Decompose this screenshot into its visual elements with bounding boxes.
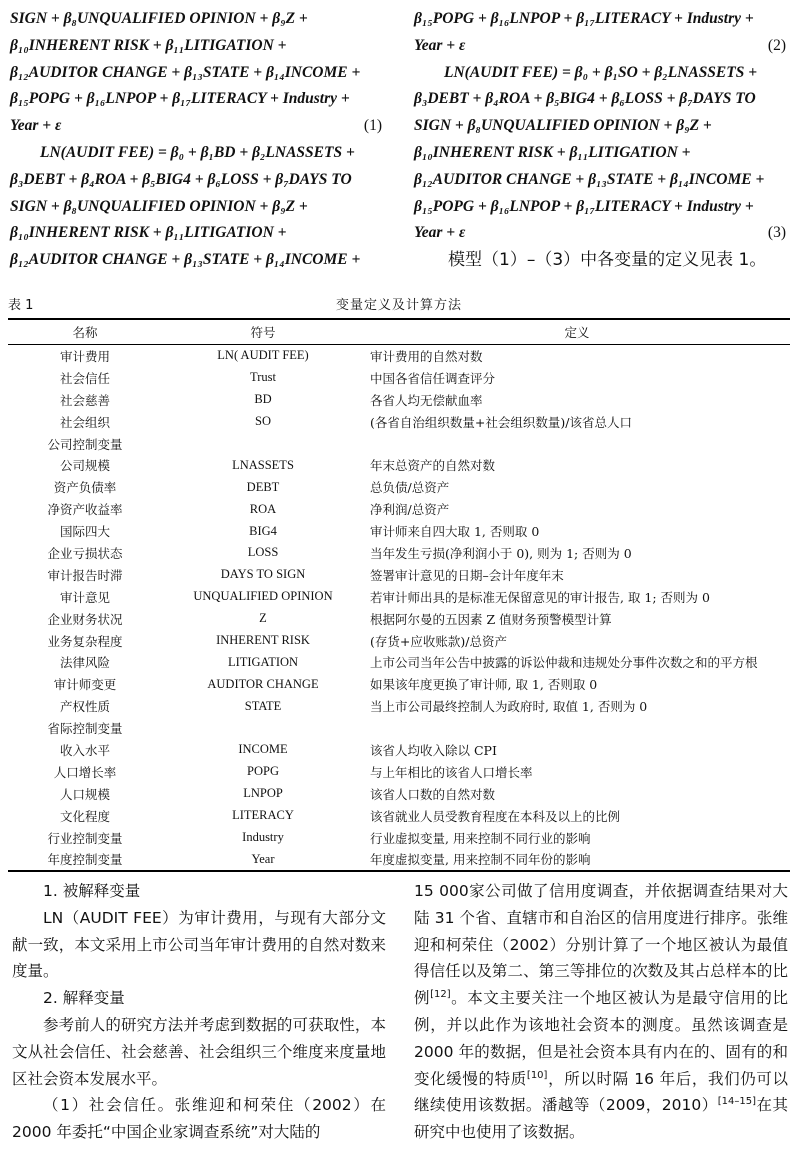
cell-symbol: LNPOP	[243, 786, 283, 801]
equation-line: β₁₂AUDITOR CHANGE + β₁₃STATE + β₁₄INCOME +	[10, 63, 361, 81]
cell-symbol: STATE	[244, 698, 282, 713]
cell-name: 国际四大	[59, 524, 110, 540]
cell-name: 收入水平	[59, 742, 110, 758]
section-heading: 1. 被解释变量	[43, 882, 141, 900]
cell-name: 文化程度	[59, 808, 110, 824]
equation-number-line: Year + ε (3)	[414, 224, 786, 242]
cell-name: 社会信任	[59, 370, 110, 386]
cell-name: 资产负债率	[53, 480, 117, 496]
cell-definition: 当年发生亏损(净利润小于 0), 则为 1; 否则为 0	[370, 545, 632, 561]
cell-symbol: SO	[255, 414, 271, 429]
cell-symbol: BD	[254, 392, 272, 407]
body-text-right-column	[414, 878, 788, 1146]
table-caption	[8, 294, 790, 312]
text-run: 。本文主要关注一个地区被认为是最守信用的比例，并以此作为该地社会资本的测度。虽然该调查是 2000 年的数据，但是社会资本具有内在的、固有的和变化缓慢的特质	[414, 989, 788, 1088]
cell-symbol: BIG4	[249, 523, 277, 538]
equation-line: β₁₂AUDITOR CHANGE + β₁₃STATE + β₁₄INCOME +	[414, 170, 765, 188]
equation-number-line: Year + ε (2)	[414, 36, 786, 54]
cell-name: 审计费用	[59, 348, 110, 364]
table-row	[8, 520, 790, 542]
cell-symbol	[162, 433, 364, 455]
cell-symbol: Trust	[250, 370, 276, 385]
cell-definition: 审计师来自四大取 1, 否则取 0	[370, 524, 540, 540]
cell-definition: 年度虚拟变量, 用来控制不同年份的影响	[364, 848, 790, 871]
equation-line: β₁₀INHERENT RISK + β₁₁LITIGATION +	[10, 224, 287, 242]
cell-definition: 总负债/总资产	[370, 480, 450, 496]
cell-symbol: LNASSETS	[232, 457, 294, 472]
cell-name: 公司控制变量	[47, 436, 123, 452]
paragraph-continued	[414, 878, 788, 1146]
equation-line: β₁₀INHERENT RISK + β₁₁LITIGATION +	[414, 143, 691, 161]
equations-left-column	[10, 6, 382, 274]
equation-line: β₁₅POPG + β₁₆LNPOP + β₁₇LITERACY + Industry +	[414, 197, 754, 215]
cell-definition: 根据阿尔曼的五因素 Z 值财务预警模型计算	[370, 611, 612, 627]
model-reference-text: 模型（1）–（3）中各变量的定义见表 1。	[448, 250, 767, 271]
equation-line: LN(AUDIT FEE) = β₀ + β₁BD + β₂LNASSETS +	[40, 143, 355, 161]
cell-symbol: LITIGATION	[227, 654, 299, 669]
cell-symbol: LN( AUDIT FEE)	[217, 348, 309, 363]
paragraph: 参考前人的研究方法并考虑到数据的可获取性，本文从社会信任、社会慈善、社会组织三个维度来度量地区社会资本发展水平。	[12, 1015, 386, 1088]
cell-definition: 净利润/总资产	[370, 502, 450, 518]
cell-definition: 若审计师出具的是标准无保留意见的审计报告, 取 1; 否则为 0	[370, 589, 710, 605]
cell-name: 人口增长率	[53, 764, 117, 780]
citation-link[interactable]: [12]	[430, 989, 451, 1001]
table-row	[8, 827, 790, 849]
cell-symbol: ROA	[249, 501, 277, 516]
cell-definition: 如果该年度更换了审计师, 取 1, 否则取 0	[370, 677, 598, 693]
cell-definition: 上市公司当年公告中披露的诉讼仲裁和违规处分事件次数之和的平方根	[370, 655, 758, 671]
equation-line: SIGN + β₈UNQUALIFIED OPINION + β₉Z +	[414, 117, 712, 135]
cell-definition: 签署审计意见的日期–会计年度年末	[370, 567, 564, 583]
table-row	[8, 433, 790, 455]
table-row	[8, 367, 790, 389]
cell-symbol: Industry	[242, 830, 284, 845]
table-row	[8, 411, 790, 433]
table-row	[8, 564, 790, 586]
cell-definition	[364, 717, 790, 739]
equation-line: LN(AUDIT FEE) = β₀ + β₁SO + β₂LNASSETS +	[444, 63, 758, 81]
cell-symbol: DAYS TO SIGN	[220, 567, 306, 582]
table-row	[8, 805, 790, 827]
table-row	[8, 739, 790, 761]
cell-symbol: AUDITOR CHANGE	[207, 676, 319, 691]
table-row	[8, 389, 790, 411]
table-row	[8, 783, 790, 805]
table-body	[8, 345, 790, 872]
cell-name: 企业亏损状态	[47, 545, 123, 561]
cell-name: 审计意见	[59, 589, 110, 605]
cell-name: 企业财务状况	[47, 611, 123, 627]
table-row	[8, 673, 790, 695]
cell-symbol	[162, 717, 364, 739]
cell-name: 审计报告时滞	[47, 567, 123, 583]
table-row	[8, 761, 790, 783]
cell-symbol: INHERENT RISK	[216, 633, 310, 648]
equation-line: β₁₅POPG + β₁₆LNPOP + β₁₇LITERACY + Industry +	[414, 10, 754, 27]
cell-name: 法律风险	[59, 655, 110, 671]
cell-definition: 与上年相比的该省人口增长率	[370, 764, 533, 780]
equation-line: SIGN + β₈UNQUALIFIED OPINION + β₉Z +	[10, 197, 308, 215]
equation-line: β₁₀INHERENT RISK + β₁₁LITIGATION +	[10, 36, 287, 54]
equation-number-line: Year + ε (1)	[10, 117, 382, 135]
table-row	[8, 498, 790, 520]
cell-symbol: INCOME	[238, 742, 288, 757]
table-row	[8, 630, 790, 652]
cell-name: 公司规模	[59, 458, 110, 474]
section-heading: 2. 解释变量	[43, 989, 125, 1008]
cell-definition: (各省自治组织数量+社会组织数量)/该省总人口	[370, 414, 632, 430]
equation-line: β₁₂AUDITOR CHANGE + β₁₃STATE + β₁₄INCOME +	[10, 251, 361, 269]
cell-symbol: POPG	[247, 764, 279, 779]
cell-name: 业务复杂程度	[47, 633, 123, 649]
header-name: 名称	[8, 319, 162, 345]
text-run: 在其研究中也使用了该数据。	[414, 1096, 788, 1142]
cell-symbol: UNQUALIFIED OPINION	[193, 589, 333, 604]
cell-name: 年度控制变量	[8, 848, 162, 871]
cell-name: 人口规模	[59, 786, 110, 802]
table-row	[8, 848, 790, 871]
cell-definition: 行业虚拟变量, 用来控制不同行业的影响	[370, 830, 591, 846]
body-text-left-column	[12, 878, 386, 1146]
cell-definition: 当上市公司最终控制人为政府时, 取值 1, 否则为 0	[370, 699, 648, 715]
paragraph: （1）社会信任。张维迎和柯荣住（2002）在 2000 年委托“中国企业家调查系统”对大陆的	[12, 1096, 386, 1142]
equation-line: β₃DEBT + β₄ROA + β₅BIG4 + β₆LOSS + β₇DAYS TO	[414, 90, 756, 108]
cell-name: 净资产收益率	[47, 502, 123, 518]
table-row	[8, 454, 790, 476]
cell-definition: 年末总资产的自然对数	[370, 458, 496, 474]
equations-right-column	[414, 6, 786, 273]
cell-symbol: LITERACY	[232, 808, 294, 823]
text-run: ，所以时隔 16 年后，我们仍可以继续使用该数据。潘越等（2009，2010）	[414, 1069, 788, 1115]
cell-definition	[364, 433, 790, 455]
header-definition: 定义	[364, 319, 790, 345]
table-label: 表 1	[8, 298, 34, 313]
cell-name: 社会组织	[59, 414, 110, 430]
cell-definition: 中国各省信任调查评分	[370, 370, 496, 386]
text-run: 15 000家公司做了信用度调查，并依据调查结果对大陆 31 个省、直辖市和自治区的信用度进行排序。张维迎和柯荣住（2002）分别计算了一个地区被认为最值得信任以及第二、第三等排位的次数及其占总样本的比例	[414, 882, 788, 1008]
table-row	[8, 586, 790, 608]
table-row	[8, 717, 790, 739]
paragraph: LN（AUDIT FEE）为审计费用，与现有大部分文献一致，本文采用上市公司当年审计费用的自然对数来度量。	[12, 908, 386, 981]
cell-name: 省际控制变量	[47, 721, 123, 737]
equation-line: β₁₅POPG + β₁₆LNPOP + β₁₇LITERACY + Industry +	[10, 90, 350, 108]
cell-name: 产权性质	[59, 699, 110, 715]
cell-symbol: Year	[162, 848, 364, 871]
table-row	[8, 542, 790, 564]
equation-line: SIGN + β₈UNQUALIFIED OPINION + β₉Z +	[10, 10, 308, 27]
header-symbol: 符号	[162, 319, 364, 345]
cell-symbol: Z	[259, 611, 267, 626]
table-row	[8, 476, 790, 498]
table-header-row	[8, 319, 790, 345]
table-row	[8, 608, 790, 630]
cell-definition: 各省人均无偿献血率	[370, 392, 483, 408]
cell-name: 行业控制变量	[47, 830, 123, 846]
table-row	[8, 345, 790, 367]
cell-definition: 该省就业人员受教育程度在本科及以上的比例	[370, 808, 621, 824]
variable-definition-table	[8, 318, 790, 872]
equation-line: β₃DEBT + β₄ROA + β₅BIG4 + β₆LOSS + β₇DAYS TO	[10, 170, 352, 188]
cell-name: 审计师变更	[53, 677, 117, 693]
cell-name: 社会慈善	[59, 392, 110, 408]
table-row	[8, 695, 790, 717]
citation-link[interactable]: [10]	[526, 1069, 548, 1081]
cell-symbol: DEBT	[246, 479, 280, 494]
cell-definition: 该省人均收入除以 CPI	[370, 742, 497, 758]
cell-symbol: LOSS	[247, 545, 279, 560]
cell-definition: 审计费用的自然对数	[370, 348, 483, 364]
cell-definition: 该省人口数的自然对数	[370, 786, 496, 802]
citation-link[interactable]: [14–15]	[717, 1096, 756, 1108]
table-title: 变量定义及计算方法	[335, 298, 462, 313]
cell-definition: (存货+应收账款)/总资产	[370, 633, 507, 649]
table-row	[8, 651, 790, 673]
